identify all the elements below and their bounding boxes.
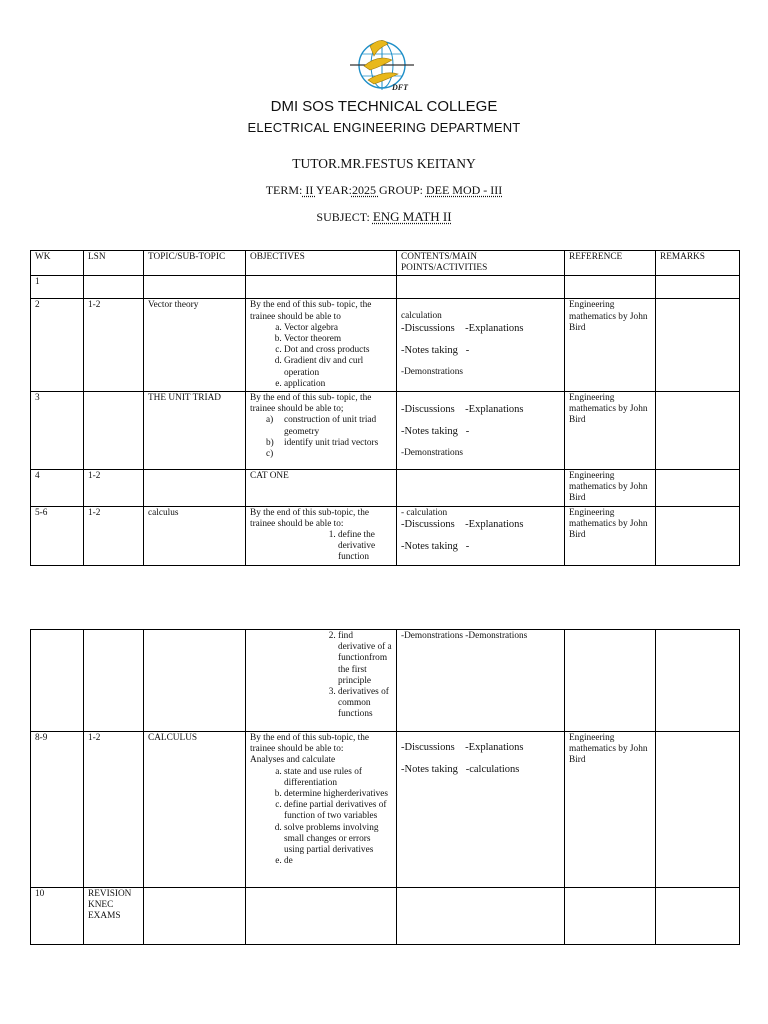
topic-cell: Vector theory <box>144 299 246 392</box>
list-item: e. de <box>284 856 392 867</box>
lsn-cell <box>84 392 144 470</box>
activity-text: calculation <box>401 311 442 322</box>
activity-text: -Demonstrations <box>401 448 463 459</box>
term-value: II <box>302 183 316 197</box>
department-name: ELECTRICAL ENGINEERING DEPARTMENT <box>247 120 521 135</box>
list-item: c. define partial derivatives of function of two variables <box>284 800 392 822</box>
scheme-table-page-1 <box>30 250 740 566</box>
list-item: 2. find derivative of a functionfrom the first principle <box>338 631 392 687</box>
table-row <box>31 506 740 565</box>
remarks-cell <box>656 630 740 732</box>
table-row <box>31 888 740 945</box>
header-lsn: LSN <box>84 251 144 276</box>
header-reference: REFERENCE <box>565 251 656 276</box>
wk-cell: 3 <box>31 392 84 470</box>
contents-cell <box>397 506 565 565</box>
lsn-cell: 1-2 <box>84 506 144 565</box>
reference-cell <box>565 276 656 299</box>
objectives-cell <box>246 392 397 470</box>
activity-text: -Discussions -Explanations <box>401 518 524 530</box>
table-row <box>31 299 740 392</box>
contents-cell <box>397 470 565 507</box>
group-value: DEE MOD - III <box>425 183 503 197</box>
reference-cell <box>565 630 656 732</box>
remarks-cell <box>656 299 740 392</box>
scheme-table-page-2 <box>30 629 740 945</box>
lsn-cell: REVISION KNEC EXAMS <box>84 888 144 945</box>
list-item: 3. derivatives of common functions <box>338 687 392 721</box>
topic-cell <box>144 630 246 732</box>
list-item: a. state and use rules of differentiation <box>284 767 392 789</box>
reference-cell: Engineering mathematics by John Bird <box>565 392 656 470</box>
objectives-intro: By the end of this sub-topic, the trainee should be able to: <box>250 733 370 755</box>
activity-text: -Notes taking - <box>401 344 470 356</box>
header-wk: WK <box>31 251 84 276</box>
objectives-list <box>250 631 392 721</box>
logo-text: DFT <box>392 83 408 92</box>
table-row <box>31 732 740 888</box>
objectives-intro: By the end of this sub- topic, the trainee should be able to; <box>250 393 372 415</box>
reference-cell <box>565 888 656 945</box>
activity-text: - calculation <box>401 507 448 518</box>
topic-cell: calculus <box>144 506 246 565</box>
wk-cell: 2 <box>31 299 84 392</box>
reference-cell: Engineering mathematics by John Bird <box>565 732 656 888</box>
activity-text: -Notes taking - <box>401 541 470 553</box>
header-topic: TOPIC/SUB-TOPIC <box>144 251 246 276</box>
remarks-cell <box>656 276 740 299</box>
remarks-cell <box>656 392 740 470</box>
lsn-cell <box>84 276 144 299</box>
objectives-intro: Analyses and calculate <box>250 755 336 766</box>
activity-text: -Discussions -Explanations <box>401 742 524 753</box>
objectives-list <box>250 530 392 564</box>
list-item: d. solve problems involving small changes or errors using partial derivatives <box>284 823 392 857</box>
topic-cell: THE UNIT TRIAD <box>144 392 246 470</box>
objectives-intro: By the end of this sub-topic, the trainee should be able to: <box>250 507 370 529</box>
topic-cell <box>144 888 246 945</box>
lsn-cell: 1-2 <box>84 732 144 888</box>
objectives-list <box>250 415 392 449</box>
list-item: b. Vector theorem <box>284 334 392 345</box>
contents-cell <box>397 299 565 392</box>
college-logo <box>348 34 420 96</box>
activity-text: -Discussions -Explanations <box>401 404 524 416</box>
objectives-list <box>250 767 392 868</box>
contents-cell <box>397 392 565 470</box>
table-row <box>31 630 740 732</box>
lsn-cell <box>84 630 144 732</box>
list-item: b. determine higherderivatives <box>284 789 392 800</box>
wk-cell: 5-6 <box>31 506 84 565</box>
wk-cell: 8-9 <box>31 732 84 888</box>
activity-text: -Notes taking -calculations <box>401 764 520 776</box>
objectives-cell <box>246 506 397 565</box>
remarks-cell <box>656 888 740 945</box>
subject-line <box>0 209 768 225</box>
objectives-cell: CAT ONE <box>246 470 397 507</box>
header-contents: CONTENTS/MAIN POINTS/ACTIVITIES <box>397 251 565 276</box>
topic-cell <box>144 276 246 299</box>
term-label: TERM: <box>265 183 303 197</box>
remarks-cell <box>656 506 740 565</box>
table-row <box>31 392 740 470</box>
reference-cell: Engineering mathematics by John Bird <box>565 470 656 507</box>
activity-text: -Notes taking - <box>401 426 470 438</box>
lsn-cell: 1-2 <box>84 299 144 392</box>
list-item: construction of unit triad geometry <box>284 415 377 437</box>
wk-cell: 4 <box>31 470 84 507</box>
contents-cell <box>397 888 565 945</box>
year-value: 2025 <box>351 183 379 197</box>
objectives-cell <box>246 630 397 732</box>
subject-value: ENG MATH II <box>372 209 452 224</box>
wk-cell: 10 <box>31 888 84 945</box>
list-item: identify unit triad vectors <box>284 437 379 448</box>
lsn-cell: 1-2 <box>84 470 144 507</box>
college-name: DMI SOS TECHNICAL COLLEGE <box>270 98 498 115</box>
header-remarks: REMARKS <box>656 251 740 276</box>
list-item: c. Dot and cross products <box>284 345 392 356</box>
header-objectives: OBJECTIVES <box>246 251 397 276</box>
group-label: GROUP: <box>378 183 426 197</box>
table-header-row <box>31 251 740 276</box>
year-label: YEAR: <box>315 183 352 197</box>
contents-cell <box>397 732 565 888</box>
objectives-cell <box>246 732 397 888</box>
reference-cell: Engineering mathematics by John Bird <box>565 506 656 565</box>
list-item: e. application <box>284 379 392 390</box>
list-item: d. Gradient div and curl operation <box>284 356 392 378</box>
activity-text: -Discussions -Explanations <box>401 322 524 334</box>
topic-cell <box>144 470 246 507</box>
objectives-cell <box>246 888 397 945</box>
tutor-name: TUTOR.MR.FESTUS KEITANY <box>292 156 476 171</box>
table-row <box>31 276 740 299</box>
contents-cell <box>397 276 565 299</box>
wk-cell <box>31 630 84 732</box>
wk-cell: 1 <box>31 276 84 299</box>
objectives-list <box>250 323 392 390</box>
topic-cell: CALCULUS <box>144 732 246 888</box>
contents-cell: -Demonstrations -Demonstrations <box>397 630 565 732</box>
list-item: a. Vector algebra <box>284 323 392 334</box>
remarks-cell <box>656 470 740 507</box>
table-row <box>31 470 740 507</box>
objectives-cell <box>246 276 397 299</box>
reference-cell: Engineering mathematics by John Bird <box>565 299 656 392</box>
list-item: 1. define the derivative function <box>338 530 392 564</box>
subject-label: SUBJECT: <box>316 210 373 224</box>
remarks-cell <box>656 732 740 888</box>
objectives-intro: By the end of this sub- topic, the trainee should be able to <box>250 300 372 322</box>
term-line <box>0 183 768 198</box>
objectives-cell <box>246 299 397 392</box>
activity-text: -Demonstrations <box>401 367 463 378</box>
